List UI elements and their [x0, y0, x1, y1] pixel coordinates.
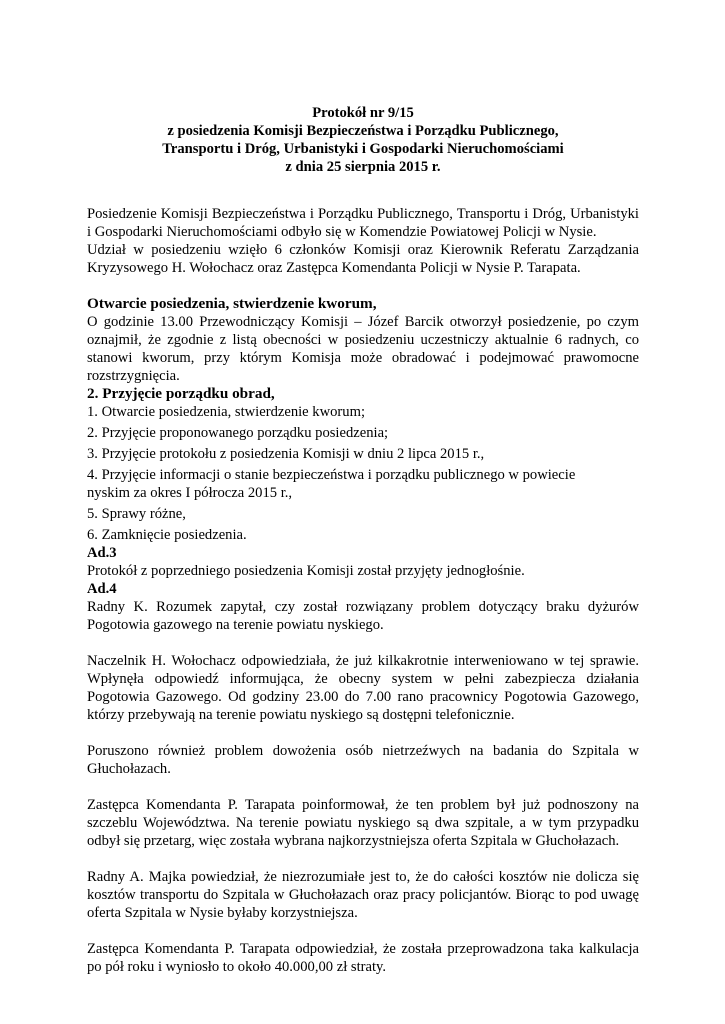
ad4-paragraph: Naczelnik H. Wołochacz odpowiedziała, że już kilkakrotnie interweniowano w tej sprawie. Wpłynęła odpowiedź informująca, że obecny system w pełni zabezpiecza działania Pogotowia Gazowego. Od godziny 23.00 do 7.00 rano pracownicy Pogotowia Gazowego, którzy przebywają na terenie powiatu nyskiego są dostępni telefonicznie.: [87, 653, 639, 723]
document-body: [87, 205, 639, 976]
agenda-item: 5. Sprawy różne,: [87, 506, 186, 522]
title-line-3: Transportu i Dróg, Urbanistyki i Gospodarki Nieruchomościami: [162, 141, 564, 157]
intro-paragraph-1: Posiedzenie Komisji Bezpieczeństwa i Porządku Publicznego, Transportu i Dróg, Urbanistyki i Gospodarki Nieruchomościami odbyło się w Komendzie Powiatowej Policji w Nysie.: [87, 206, 639, 240]
title-line-4: z dnia 25 sierpnia 2015 r.: [285, 159, 441, 175]
section-2-heading: 2. Przyjęcie porządku obrad,: [87, 385, 275, 402]
agenda-item: 6. Zamknięcie posiedzenia.: [87, 527, 247, 543]
ad4-paragraph: Poruszono również problem dowożenia osób nietrzeźwych na badania do Szpitala w Głuchołazach.: [87, 743, 639, 777]
document-title: [87, 104, 639, 176]
ad4-paragraph: Zastępca Komendanta P. Tarapata odpowiedział, że została przeprowadzona taka kalkulacja po pół roku i wyniosło to około 40.000,00 zł straty.: [87, 941, 639, 975]
agenda-item-continuation: nyskim za okres I półrocza 2015 r.,: [87, 485, 293, 501]
agenda-list: [87, 403, 639, 544]
agenda-item: 1. Otwarcie posiedzenia, stwierdzenie kworum;: [87, 404, 365, 420]
section-1-heading: Otwarcie posiedzenia, stwierdzenie kworum,: [87, 295, 377, 312]
ad4-paragraph: Radny K. Rozumek zapytał, czy został rozwiązany problem dotyczący braku dyżurów Pogotowia gazowego na terenie powiatu nyskiego.: [87, 599, 639, 633]
ad4-paragraph: Radny A. Majka powiedział, że niezrozumiałe jest to, że do całości kosztów nie dolicza się kosztów transportu do Szpitala w Głuchołazach oraz pracy policjantów. Biorąc to pod uwagę oferta Szpitala w Nysie byłaby korzystniejsza.: [87, 869, 639, 921]
agenda-item: 4. Przyjęcie informacji o stanie bezpieczeństwa i porządku publicznego w powiecie: [87, 467, 576, 483]
intro-paragraph-2: Udział w posiedzeniu wzięło 6 członków Komisji oraz Kierownik Referatu Zarządzania Kryzysowego H. Wołochacz oraz Zastępca Komendanta Policji w Nysie P. Tarapata.: [87, 242, 639, 276]
title-line-2: z posiedzenia Komisji Bezpieczeństwa i Porządku Publicznego,: [167, 123, 559, 139]
agenda-item: 2. Przyjęcie proponowanego porządku posiedzenia;: [87, 425, 389, 441]
ad3-text: Protokół z poprzedniego posiedzenia Komisji został przyjęty jednogłośnie.: [87, 563, 525, 579]
section-1-text: O godzinie 13.00 Przewodniczący Komisji – Józef Barcik otworzył posiedzenie, po czym oznajmił, że zgodnie z listą obecności w posiedzeniu uczestniczy aktualnie 6 radnych, co stanowi kworum, przy którym Komisja może obradować i podejmować prawomocne rozstrzygnięcia.: [87, 314, 639, 384]
title-line-1: Protokół nr 9/15: [312, 105, 414, 121]
ad3-heading: Ad.3: [87, 545, 117, 561]
agenda-item: 3. Przyjęcie protokołu z posiedzenia Komisji w dniu 2 lipca 2015 r.,: [87, 446, 485, 462]
ad4-heading: Ad.4: [87, 581, 117, 597]
ad4-paragraph: Zastępca Komendanta P. Tarapata poinformował, że ten problem był już podnoszony na szczeblu Województwa. Na terenie powiatu nyskiego są dwa szpitale, a w tym przypadku odbył się przetarg, więc została wybrana najkorzystniejsza oferta Szpitala w Głuchołazach.: [87, 797, 639, 849]
